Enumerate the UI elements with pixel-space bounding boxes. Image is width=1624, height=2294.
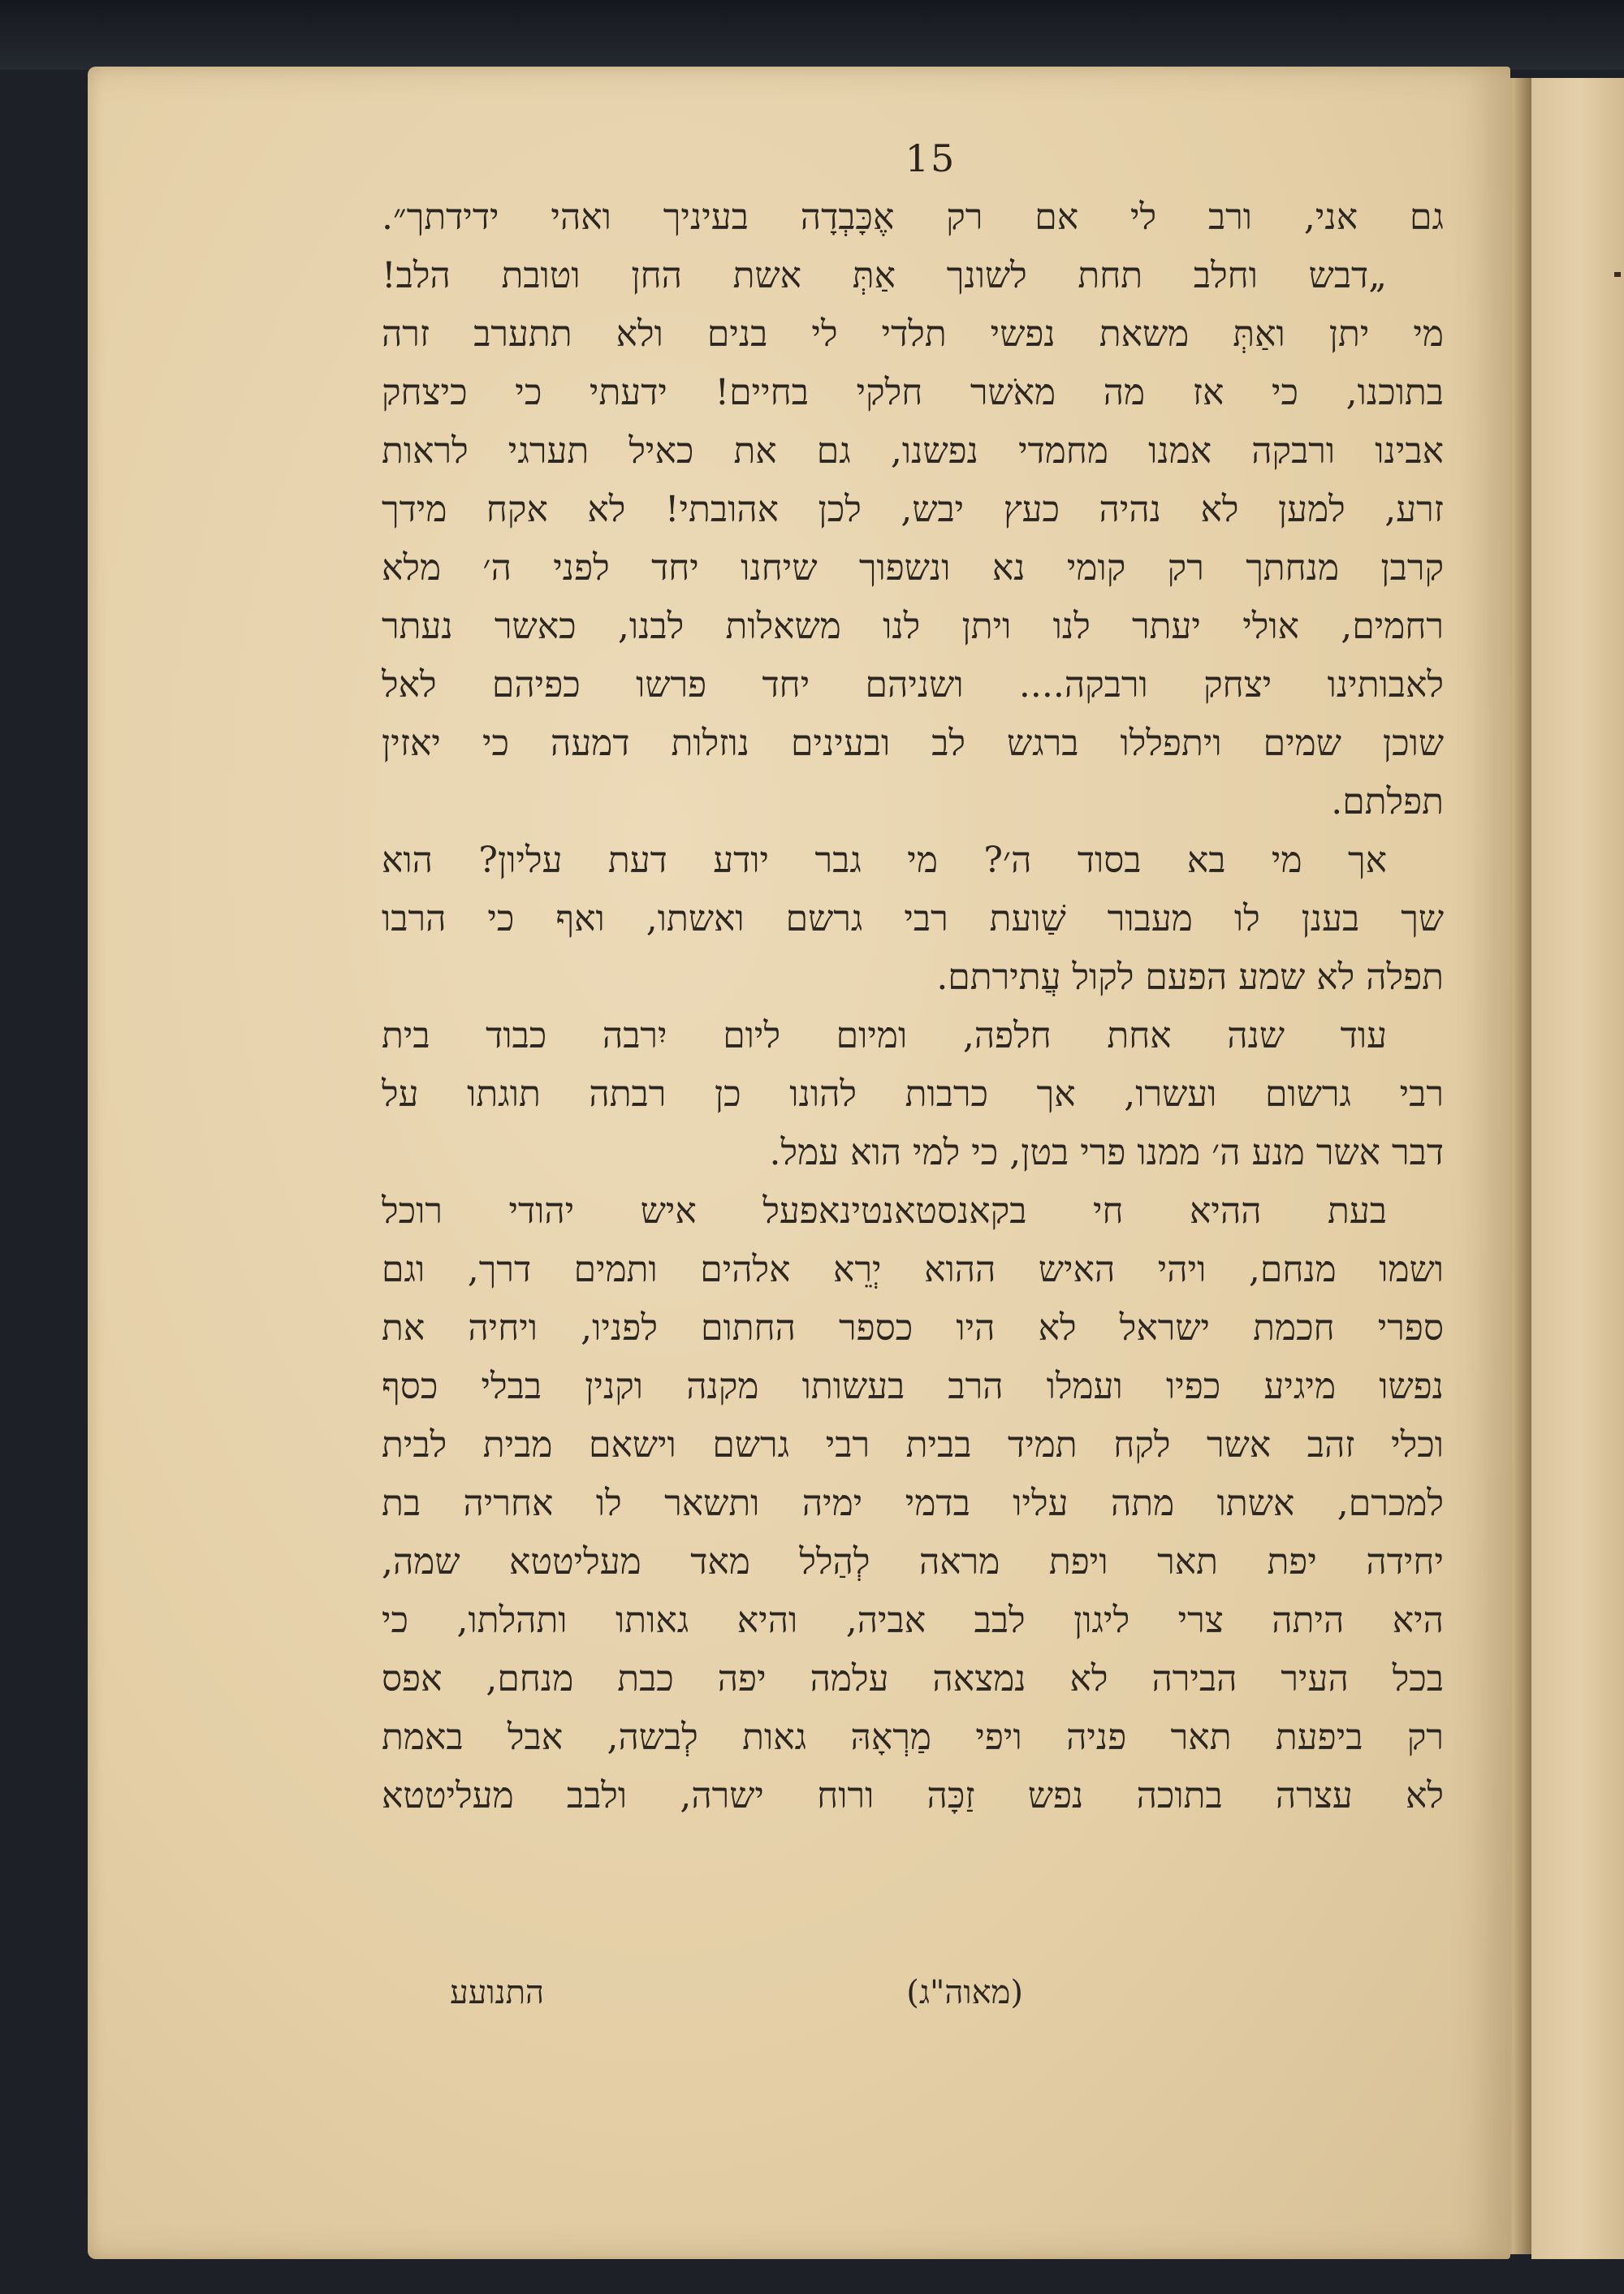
text-line: נפשו מיגיע כפיו ועמלו הרב בעשותו מקנה וקנין בבלי כסף bbox=[382, 1366, 1444, 1407]
text-line: רחמים, אולי יעתר לנו ויתן לנו משאלות לבנו, כאשר נעתר bbox=[382, 606, 1444, 647]
page-number: 15 bbox=[905, 136, 957, 180]
facing-page-mark bbox=[1614, 272, 1621, 277]
text-line: היא היתה צרי ליגון לבב אביה, והיא גאותו ותהלתו, כי bbox=[382, 1600, 1444, 1641]
text-line: בעת ההיא חי בקאנסטאנטינאפעל איש יהודי רוכל bbox=[382, 1190, 1387, 1232]
text-line: „דבש וחלב תחת לשונך אַתְּ אשת החן וטובת הלב! bbox=[382, 255, 1387, 296]
text-line: וכלי זהב אשר לקח תמיד בבית רבי גרשם וישאם מבית לבית bbox=[382, 1424, 1444, 1466]
book-cover-bottom bbox=[0, 2259, 1624, 2294]
text-line: אבינו ורבקה אמנו מחמדי נפשנו, גם את כאיל תערגי לראות bbox=[382, 430, 1444, 472]
text-line: בתוכנו, כי אז מה מאֹשר חלקי בחיים! ידעתי כי כיצחק bbox=[382, 372, 1444, 413]
text-line: שך בענן לו מעבור שַׁועת רבי גרשם ואשתו, ואף כי הרבו bbox=[382, 898, 1444, 940]
page-footer bbox=[450, 1973, 1429, 2022]
text-line: רבי גרשום ועשרו, אך כרבות להונו כן רבתה תוגתו על bbox=[382, 1074, 1444, 1115]
text-line: רק ביפעת תאר פניה ויפי מַרְאָהּ גאות לְבשה, אבל באמת bbox=[382, 1717, 1444, 1758]
body-text bbox=[382, 188, 1444, 1825]
book-cover-top bbox=[0, 0, 1624, 70]
facing-page-edge bbox=[1531, 78, 1624, 2262]
catchword: התנועע bbox=[450, 1974, 544, 2011]
text-line: בכל העיר הבירה לא נמצאה עלמה יפה כבת מנחם, אפס bbox=[382, 1658, 1444, 1700]
text-line: קרבן מנחתך רק קומי נא ונשפוך שיחנו יחד לפני ה׳ מלא bbox=[382, 547, 1444, 589]
text-line: למכרם, אשתו מתה עליו בדמי ימיה ותשאר לו אחריה בת bbox=[382, 1483, 1444, 1524]
text-line: שוכן שמים ויתפללו ברגש לב ובעינים נוזלות דמעה כי יאזין bbox=[382, 723, 1444, 764]
text-line: ספרי חכמת ישראל לא היו כספר החתום לפניו, ויחיה את bbox=[382, 1307, 1444, 1349]
text-line: לא עצרה בתוכה נפש זַכָּה ורוח ישרה, ולבב מעליטטא bbox=[382, 1775, 1444, 1817]
text-line: אך מי בא בסוד ה׳? מי גבר יודע דעת עליון? הוא bbox=[382, 840, 1387, 881]
text-line: מי יתן ואַתְּ משאת נפשי תלדי לי בנים ולא תתערב זרה bbox=[382, 313, 1444, 355]
text-line: דבר אשר מנע ה׳ ממנו פרי בטן, כי למי הוא עמל. bbox=[769, 1132, 1444, 1173]
text-line: גם אני, ורב לי אם רק אֶכָּבְדָה בעיניך ואהי ידידתך״. bbox=[382, 197, 1444, 238]
text-line: יחידה יפת תאר ויפת מראה לְהַלל מאד מעליטטא שמה, bbox=[382, 1541, 1444, 1583]
text-line: ושמו מנחם, ויהי האיש ההוא יְרֵא אלהים ותמים דרך, וגם bbox=[382, 1249, 1444, 1290]
text-line: תפלתם. bbox=[1331, 781, 1444, 823]
signature-mark: (מאוה"ג) bbox=[906, 1974, 1023, 2011]
text-line: תפלה לא שמע הפעם לקול עֲתירתם. bbox=[936, 957, 1444, 998]
text-line: זרע, למען לא נהיה כעץ יבש, לכן אהובתי! לא אקח מידך bbox=[382, 489, 1444, 530]
text-line: עוד שנה אחת חלפה, ומיום ליום יִרבה כבוד בית bbox=[382, 1015, 1387, 1056]
text-line: לאבותינו יצחק ורבקה.... ושניהם יחד פרשו כפיהם לאל bbox=[382, 664, 1444, 706]
